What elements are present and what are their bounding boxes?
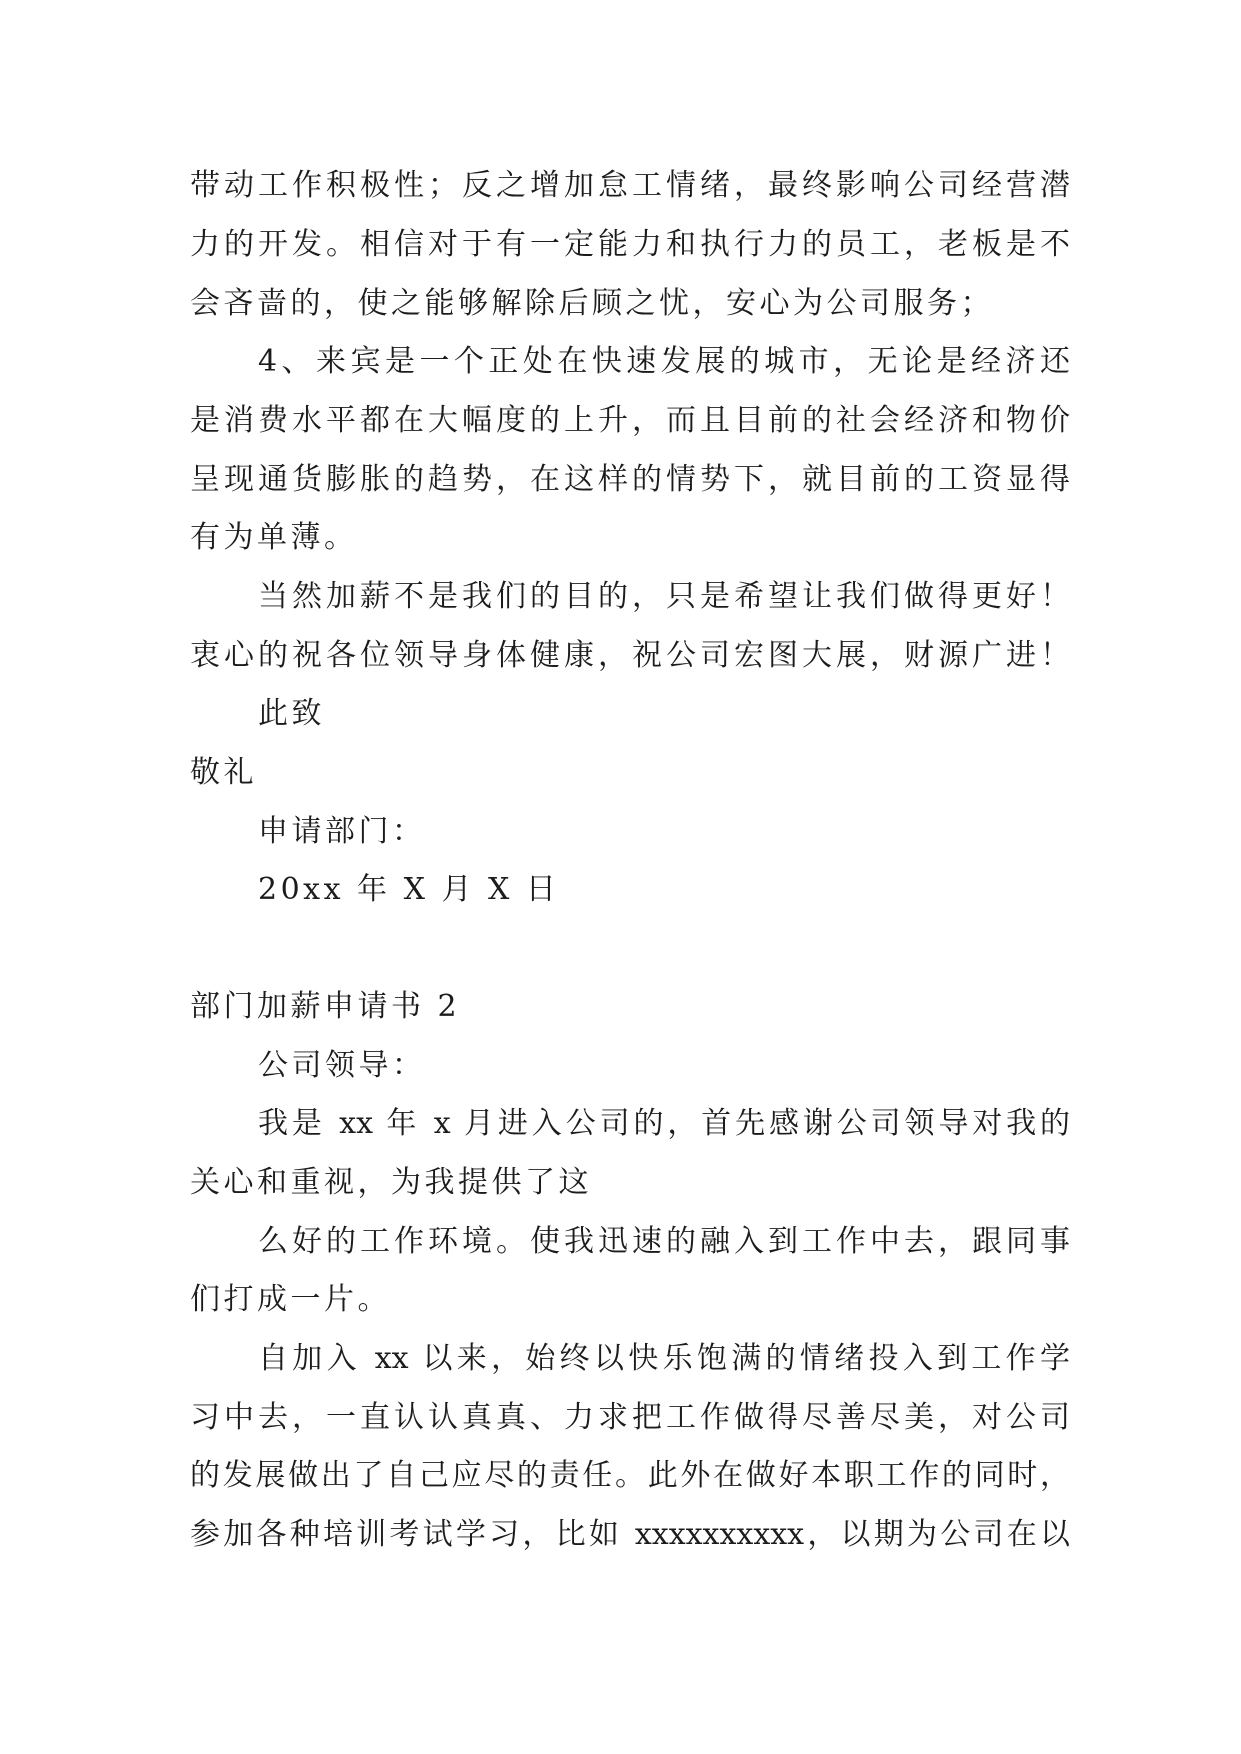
paragraph-line: 我是 xx 年 x 月进入公司的，首先感谢公司领导对我的 — [258, 1106, 1070, 1141]
paragraph-line: 的发展做出了自己应尽的责任。此外在做好本职工作的同时， — [190, 1458, 1070, 1493]
paragraph-line: 呈现通货膨胀的趋势，在这样的情势下，就目前的工资显得 — [190, 462, 1070, 497]
paragraph-line: 有为单薄。 — [190, 520, 358, 555]
closing-salutation: 此致 — [258, 696, 325, 731]
paragraph-line: 会吝啬的，使之能够解除后顾之忧，安心为公司服务； — [190, 286, 994, 321]
paragraph-line: 带动工作积极性；反之增加怠工情绪，最终影响公司经营潜 — [190, 168, 1070, 203]
section-title: 部门加薪申请书 2 — [190, 989, 461, 1024]
paragraph-line: 衷心的祝各位领导身体健康，祝公司宏图大展，财源广进！ — [190, 638, 1070, 673]
paragraph-line: 习中去，一直认认真真、力求把工作做得尽善尽美，对公司 — [190, 1400, 1070, 1435]
paragraph-line: 们打成一片。 — [190, 1282, 391, 1317]
paragraph-line: 是消费水平都在大幅度的上升，而且目前的社会经济和物价 — [190, 403, 1070, 438]
paragraph-line: 当然加薪不是我们的目的，只是希望让我们做得更好！ — [258, 579, 1070, 614]
closing-respect: 敬礼 — [190, 755, 257, 790]
addressee: 公司领导： — [258, 1048, 426, 1083]
paragraph-line: 么好的工作环境。使我迅速的融入到工作中去，跟同事 — [258, 1224, 1070, 1259]
paragraph-line: 参加各种培训考试学习，比如 xxxxxxxxxx，以期为公司在以 — [190, 1517, 1070, 1552]
applicant-department: 申请部门： — [258, 814, 426, 849]
paragraph-line: 自加入 xx 以来，始终以快乐饱满的情绪投入到工作学 — [258, 1341, 1070, 1376]
paragraph-line: 力的开发。相信对于有一定能力和执行力的员工，老板是不 — [190, 227, 1070, 262]
paragraph-line: 4、来宾是一个正处在快速发展的城市，无论是经济还 — [258, 344, 1070, 379]
date-line: 20xx 年 X 月 X 日 — [258, 872, 560, 907]
paragraph-line: 关心和重视，为我提供了这 — [190, 1165, 592, 1200]
